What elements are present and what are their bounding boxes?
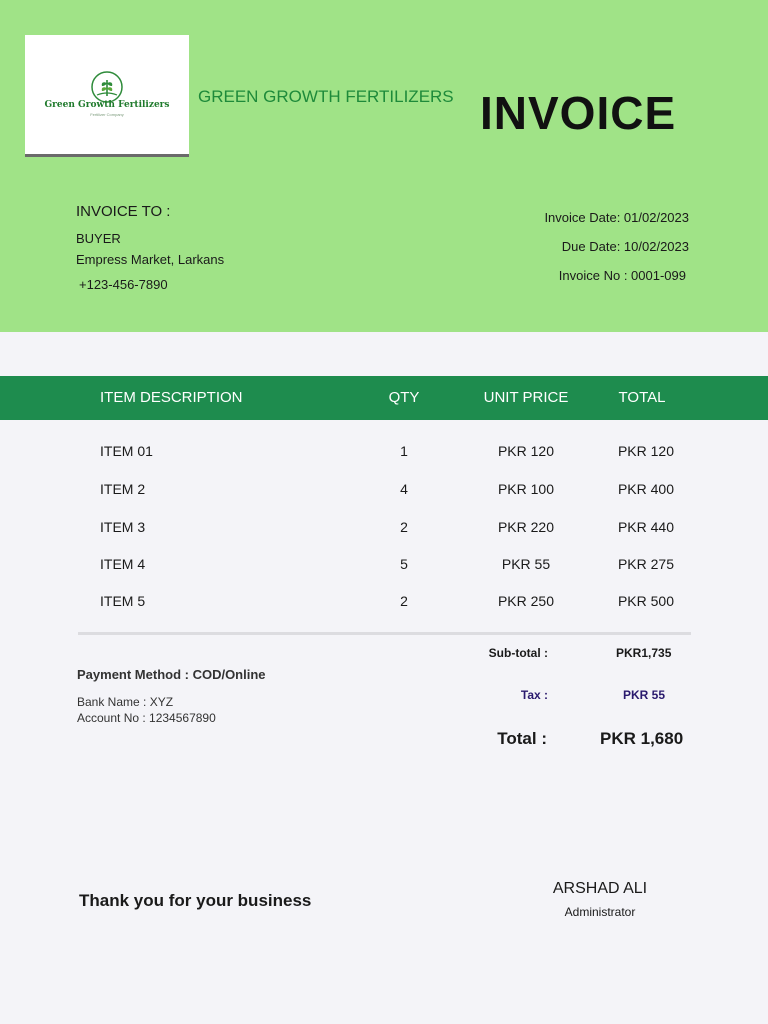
item-unit-price: PKR 100 xyxy=(497,481,555,497)
item-description: ITEM 2 xyxy=(100,481,146,497)
signer-role: Administrator xyxy=(564,905,636,919)
company-logo xyxy=(25,35,189,154)
invoice-number: Invoice No : 0001-099 xyxy=(558,268,686,283)
item-total: PKR 120 xyxy=(617,443,675,459)
invoice-date: Invoice Date: 01/02/2023 xyxy=(544,210,689,225)
table-row xyxy=(0,593,768,613)
table-row xyxy=(0,519,768,539)
table-row xyxy=(0,481,768,501)
item-unit-price: PKR 120 xyxy=(497,443,555,459)
invoice-header xyxy=(0,0,768,332)
item-unit-price: PKR 220 xyxy=(497,519,555,535)
item-description: ITEM 4 xyxy=(100,556,146,572)
total-label: Total : xyxy=(497,729,547,748)
document-title: INVOICE xyxy=(480,87,677,139)
company-name: GREEN GROWTH FERTILIZERS xyxy=(198,87,454,106)
column-header-qty: QTY xyxy=(388,389,420,406)
subtotal-label: Sub-total : xyxy=(488,646,548,660)
logo-tagline: Fertilizer Company xyxy=(90,112,124,117)
column-header-description: ITEM DESCRIPTION xyxy=(100,389,243,406)
item-description: ITEM 3 xyxy=(100,519,146,535)
item-qty: 5 xyxy=(400,556,408,572)
item-qty: 2 xyxy=(400,593,408,609)
buyer-address: Empress Market, Larkans xyxy=(76,252,225,267)
tax-value: PKR 55 xyxy=(623,688,666,702)
account-number: Account No : 1234567890 xyxy=(77,711,216,725)
invoice-to-label: INVOICE TO : xyxy=(76,203,171,220)
items-table-header xyxy=(0,376,768,420)
item-total: PKR 500 xyxy=(617,593,675,609)
item-unit-price: PKR 250 xyxy=(497,593,555,609)
bank-name: Bank Name : XYZ xyxy=(77,695,174,709)
logo-wordmark: Green Growth Fertilizers xyxy=(44,100,170,110)
signer-name: ARSHAD ALI xyxy=(552,880,648,897)
subtotal-value: PKR1,735 xyxy=(616,646,672,660)
tax-label: Tax : xyxy=(520,688,548,702)
item-unit-price: PKR 55 xyxy=(501,556,551,572)
buyer-name: BUYER xyxy=(76,231,121,246)
total-value: PKR 1,680 xyxy=(600,729,684,748)
payment-method: Payment Method : COD/Online xyxy=(77,667,266,682)
item-description: ITEM 01 xyxy=(100,443,153,459)
item-qty: 1 xyxy=(400,443,408,459)
item-qty: 4 xyxy=(400,481,408,497)
item-qty: 2 xyxy=(400,519,408,535)
table-row xyxy=(0,443,768,463)
buyer-phone: +123-456-7890 xyxy=(79,277,168,292)
item-total: PKR 440 xyxy=(617,519,675,535)
column-header-total: TOTAL xyxy=(618,389,666,406)
item-total: PKR 400 xyxy=(617,481,675,497)
item-description: ITEM 5 xyxy=(100,593,146,609)
thank-you-note: Thank you for your business xyxy=(79,891,312,910)
column-header-unit-price: UNIT PRICE xyxy=(483,389,569,406)
item-total: PKR 275 xyxy=(617,556,675,572)
table-row xyxy=(0,556,768,576)
table-divider xyxy=(78,632,691,635)
due-date: Due Date: 10/02/2023 xyxy=(561,239,689,254)
